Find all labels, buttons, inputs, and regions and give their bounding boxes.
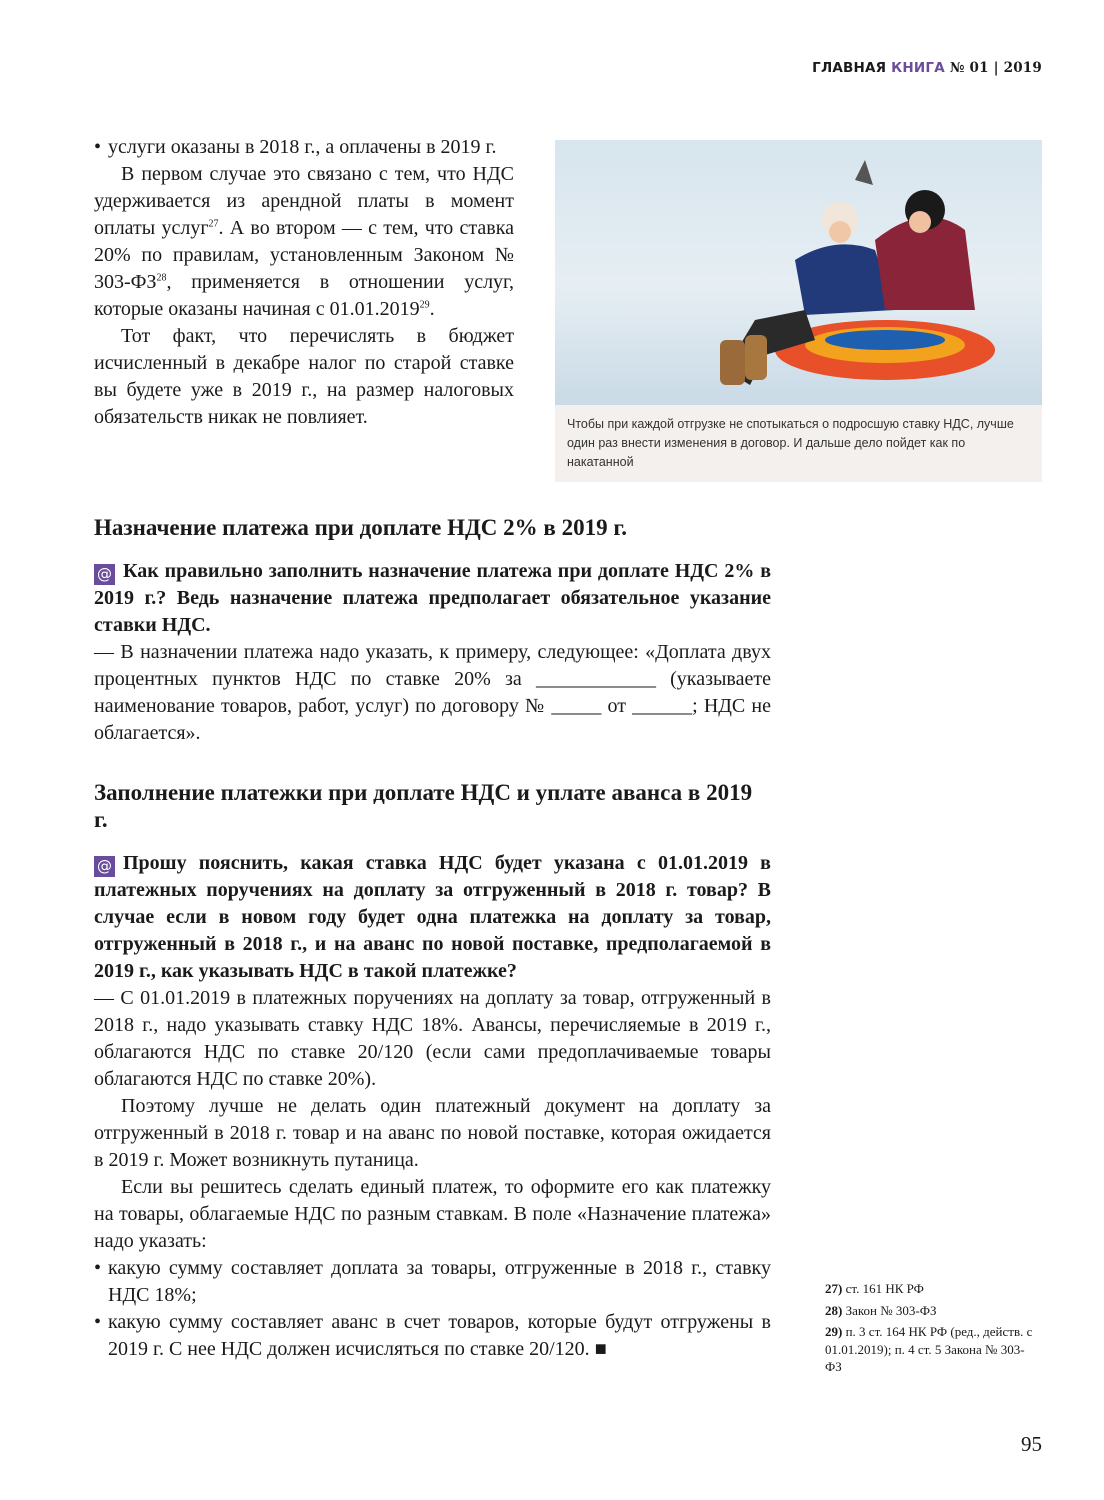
answer: — С 01.01.2019 в платежных поручениях на доплату за товар, отгруженный в 2018 г., надо указывать ставку НДС 18%. Авансы, перечисляемые в 2019 г., облагаются НДС по ставке 20/120 (если сами предоплачиваемые товары облагаются НДС по ставке 20%). bbox=[94, 987, 771, 1090]
section-title: Назначение платежа при доплате НДС 2% в 2019 г. bbox=[94, 515, 627, 540]
page-body bbox=[94, 134, 1042, 1363]
paragraph: Поэтому лучше не делать один платежный документ на доплату за отгруженный в 2018 г. товар и на аванс по новой поставке, которая ожидается в 2019 г. Может возникнуть путаница. bbox=[94, 1095, 771, 1171]
bullet-item: • какую сумму составляет доплата за товары, отгруженные в 2018 г., ставку НДС 18%; bbox=[94, 1255, 771, 1309]
top-row bbox=[94, 134, 1042, 482]
footnote-text: Закон № 303-ФЗ bbox=[845, 1302, 937, 1318]
text: , применяется в отношении услуг, которые оказаны начиная с 01.01.2019 bbox=[94, 271, 514, 320]
bullet-item: • услуги оказаны в 2018 г., а оплачены в 2019 г. bbox=[94, 134, 514, 161]
section-2 bbox=[94, 779, 771, 1363]
text: В первом случае это связано с тем, что НДС удерживается из арендной платы в момент оплаты услуг bbox=[94, 163, 514, 239]
footnote-ref: 27 bbox=[208, 218, 219, 230]
footnotes bbox=[825, 1280, 1040, 1380]
paragraph: Если вы решитесь сделать единый платеж, то оформите его как платежку на товары, облагаемые НДС по разным ставкам. В поле «Назначение платежа» надо указать: bbox=[94, 1176, 771, 1252]
running-header bbox=[812, 60, 1042, 76]
paragraph bbox=[94, 161, 514, 323]
photo-caption: Чтобы при каждой отгрузке не спотыкаться о подросшую ставку НДС, лучше один раз внести изменения в договор. И дальше дело пойдет как по накатанной bbox=[555, 405, 1042, 482]
photo-kids-sledding bbox=[555, 140, 1042, 405]
question-text: Прошу пояснить, какая ставка НДС будет указана с 01.01.2019 в платежных поручениях на доплату за отгруженный в 2018 г. товар? В случае если в новом году будет одна платежка на доплату за товар, отгруженный в 2018 г., и на аванс по новой поставке, предполагаемой в 2019 г., как указывать НДС в такой платежке? bbox=[94, 852, 771, 982]
email-icon: @ bbox=[94, 564, 115, 585]
figure bbox=[555, 140, 1042, 482]
question bbox=[94, 558, 771, 639]
footnote-text: п. 3 ст. 164 НК РФ (ред., действ. с 01.01.2019); п. 4 ст. 5 Закона № 303-ФЗ bbox=[825, 1324, 1033, 1374]
photo-illustration bbox=[555, 140, 1042, 405]
footnote-number: 27) bbox=[825, 1281, 843, 1296]
footnote-ref: 28 bbox=[156, 272, 167, 284]
text: . А во втором — с тем, что ставка 20% по правилам, установленным Законом № 303-ФЗ bbox=[94, 217, 514, 293]
header-issue: № 01 | 2019 bbox=[949, 60, 1042, 76]
header-title-accent: КНИГА bbox=[891, 60, 945, 76]
left-column bbox=[94, 134, 514, 431]
footnote-ref: 29 bbox=[419, 299, 430, 311]
footnote bbox=[825, 1323, 1040, 1376]
question bbox=[94, 850, 771, 985]
paragraph: Тот факт, что перечислять в бюджет исчисленный в декабре налог по старой ставке вы будете уже в 2019 г., на размер налоговых обязательств никак не повлияет. bbox=[94, 325, 514, 428]
section-title: Заполнение платежки при доплате НДС и уплате аванса в 2019 г. bbox=[94, 780, 753, 832]
footnote bbox=[825, 1302, 1040, 1320]
question-text: Как правильно заполнить назначение платежа при доплате НДС 2% в 2019 г.? Ведь назначение платежа предполагает обязательное указание ставки НДС. bbox=[94, 560, 771, 636]
text: . bbox=[429, 298, 435, 320]
answer: — В назначении платежа надо указать, к примеру, следующее: «Доплата двух процентных пунктов НДС по ставке 20% за ____________ (указываете наименование товаров, работ, услуг) по договору № _____ от ______; НДС не облагается». bbox=[94, 641, 771, 744]
email-icon: @ bbox=[94, 856, 115, 877]
header-title: ГЛАВНАЯ bbox=[812, 60, 887, 76]
footnote-number: 29) bbox=[825, 1324, 843, 1339]
footnote-text: ст. 161 НК РФ bbox=[845, 1281, 924, 1296]
bullet-item: • какую сумму составляет аванс в счет товаров, которые будут отгружены в 2019 г. С нее НДС должен исчисляться по ставке 20/120. ■ bbox=[94, 1309, 771, 1363]
section-1 bbox=[94, 514, 771, 747]
footnote bbox=[825, 1280, 1040, 1298]
page-number: 95 bbox=[1021, 1432, 1042, 1456]
footnote-number: 28) bbox=[825, 1302, 843, 1318]
